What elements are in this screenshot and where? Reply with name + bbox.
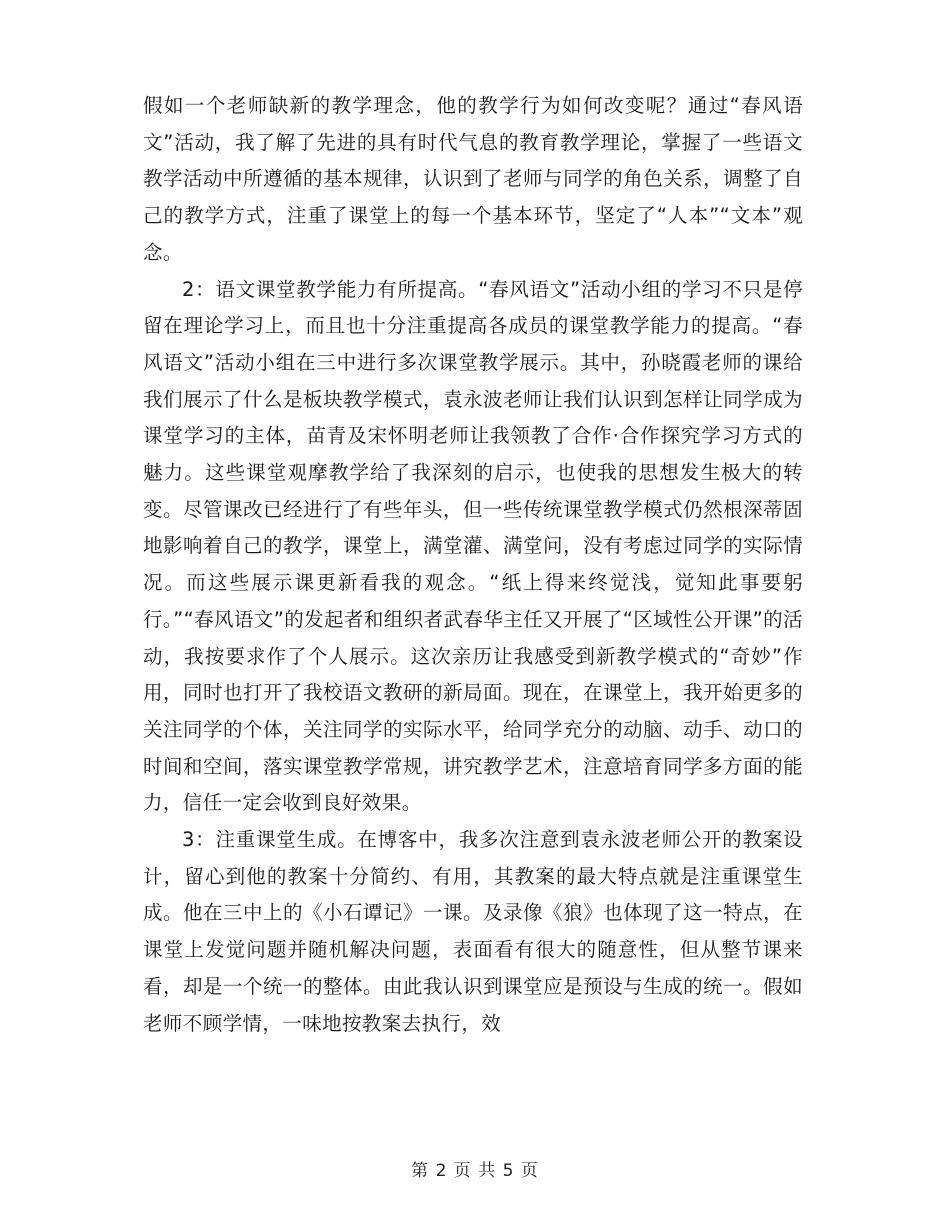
paragraph-1: 假如一个老师缺新的教学理念，他的教学行为如何改变呢？通过“春风语文”活动，我了解了先进的具有时代气息的教育教学理论，掌握了一些语文教学活动中所遵循的基本规律，认识到了老师与同学的角色关系，调整了自己的教学方式，注重了课堂上的每一个基本环节，坚定了“人本”“文本”观念。 <box>143 94 803 264</box>
page-number-footer: 第 2 页 共 5 页 <box>411 1161 539 1181</box>
document-body <box>143 88 803 1042</box>
paragraph-2: 2：语文课堂教学能力有所提高。“春风语文”活动小组的学习不只是停留在理论学习上，而且也十分注重提高各成员的课堂教学能力的提高。“春风语文”活动小组在三中进行多次课堂教学展示。其中，孙晓霞老师的课给我们展示了什么是板块教学模式，袁永波老师让我们认识到怎样让同学成为课堂学习的主体，苗青及宋怀明老师让我领教了合作·合作探究学习方式的魅力。这些课堂观摩教学给了我深刻的启示，也使我的思想发生极大的转变。尽管课改已经进行了有些年头，但一些传统课堂教学模式仍然根深蒂固地影响着自己的教学，课堂上，满堂灌、满堂问，没有考虑过同学的实际情况。而这些展示课更新看我的观念。“纸上得来终觉浅，觉知此事要躬行。”“春风语文”的发起者和组织者武春华主任又开展了“区域性公开课”的活动，我按要求作了个人展示。这次亲历让我感受到新教学模式的“奇妙”作用，同时也打开了我校语文教研的新局面。现在，在课堂上，我开始更多的关注同学的个体，关注同学的实际水平，给同学充分的动脑、动手、动口的时间和空间，落实课堂教学常规，讲究教学艺术，注意培育同学多方面的能力，信任一定会收到良好效果。 <box>143 277 803 815</box>
paragraph-3: 3：注重课堂生成。在博客中，我多次注意到袁永波老师公开的教案设计，留心到他的教案十分简约、有用，其教案的最大特点就是注重课堂生成。他在三中上的《小石谭记》一课。及录像《狼》也体现了这一特点，在课堂上发觉问题并随机解决问题，表面看有很大的随意性，但从整节课来看，却是一个统一的整体。由此我认识到课堂应是预设与生成的统一。假如老师不顾学情，一味地按教案去执行，效 <box>143 828 803 1035</box>
